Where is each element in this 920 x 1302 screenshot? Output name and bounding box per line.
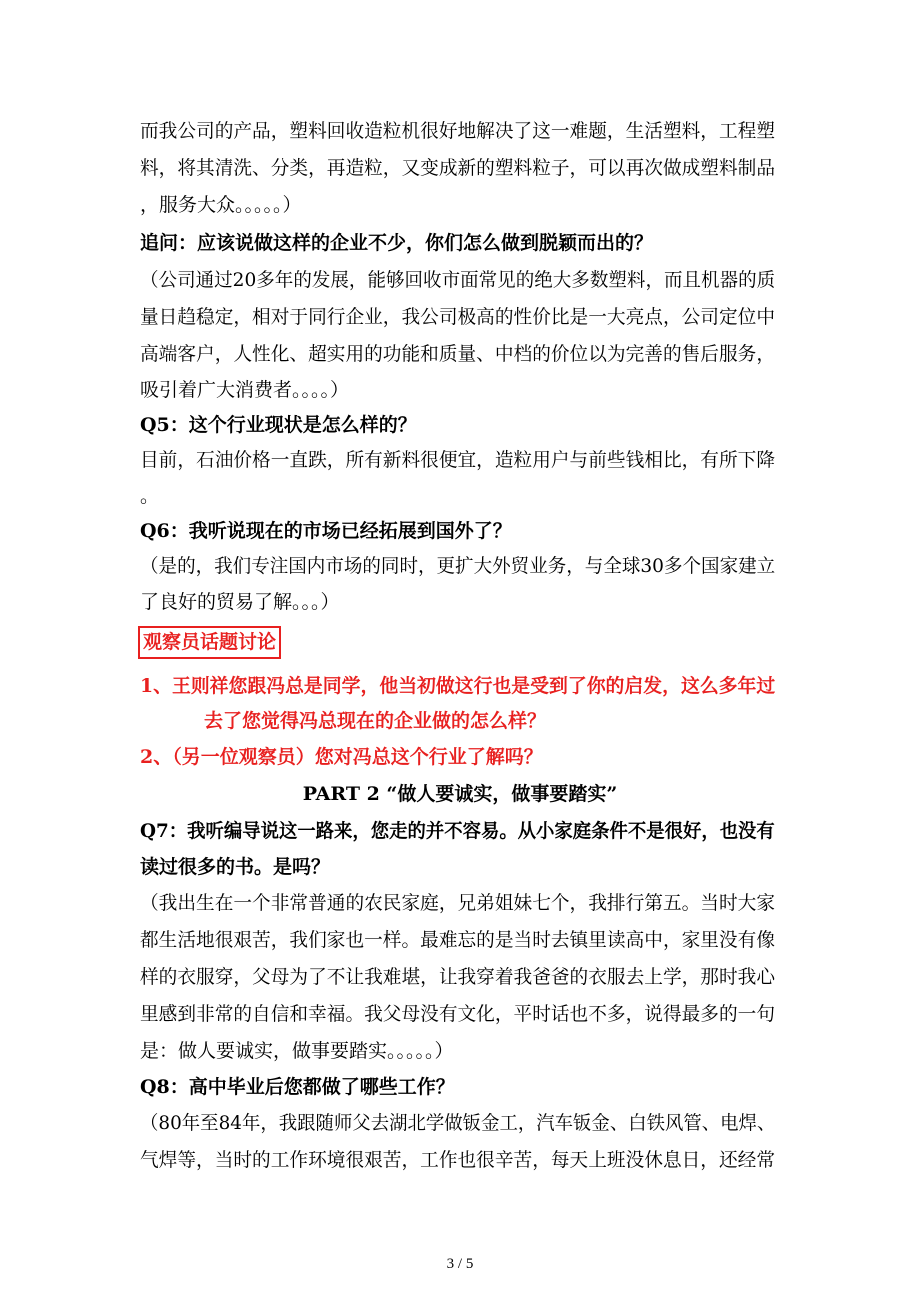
question-q7-cont: 读过很多的书。是吗？ xyxy=(140,856,331,878)
question-q8: Q8：高中毕业后您都做了哪些工作？ xyxy=(140,1076,455,1098)
paragraph-line: 高端客户，人性化、超实用的功能和质量、中档的价位以为完善的售后服务， xyxy=(140,343,776,365)
question-follow-up: 追问：应该说做这样的企业不少，你们怎么做到脱颖而出的？ xyxy=(140,232,654,254)
paragraph-line: 而我公司的产品，塑料回收造粒机很好地解决了这一难题，生活塑料，工程塑 xyxy=(140,120,776,142)
paragraph-line: ，服务大众。。。。。） xyxy=(140,194,302,216)
paragraph-line: 料，将其清洗、分类，再造粒，又变成新的塑料粒子，可以再次做成塑料制品 xyxy=(140,157,776,179)
paragraph-line: 都生活地很艰苦，我们家也一样。最难忘的是当时去镇里读高中，家里没有像 xyxy=(140,929,776,951)
observer-topic-heading: 观察员话题讨论 xyxy=(138,626,281,659)
observer-question-2: 2、（另一位观察员）您对冯总这个行业了解吗？ xyxy=(140,746,543,768)
part-2-heading: PART 2 “做人要诚实，做事要踏实” xyxy=(302,783,618,805)
question-q7: Q7：我听编导说这一路来，您走的并不容易。从小家庭条件不是很好，也没有 xyxy=(140,820,775,842)
paragraph-line: 量日趋稳定，相对于同行企业，我公司极高的性价比是一大亮点，公司定位中 xyxy=(140,306,776,328)
paragraph-line: 目前，石油价格一直跌，所有新料很便宜，造粒用户与前些钱相比，有所下降 xyxy=(140,449,776,471)
question-q6: Q6：我听说现在的市场已经拓展到国外了？ xyxy=(140,520,512,542)
paragraph-line: （是的，我们专注国内市场的同时，更扩大外贸业务，与全球30多个国家建立 xyxy=(140,555,776,577)
paragraph-line: 吸引着广大消费者。。。。） xyxy=(140,379,350,401)
observer-question-1-cont: 去了您觉得冯总现在的企业做的怎么样？ xyxy=(204,710,547,732)
page-number: 3 / 5 xyxy=(446,1256,474,1272)
paragraph-line: 气焊等，当时的工作环境很艰苦，工作也很辛苦，每天上班没休息日，还经常 xyxy=(140,1149,776,1171)
paragraph-line: 是：做人要诚实，做事要踏实。。。。。） xyxy=(140,1040,454,1062)
question-q5: Q5：这个行业现状是怎么样的？ xyxy=(140,414,417,436)
paragraph-line: 样的衣服穿，父母为了不让我难堪，让我穿着我爸爸的衣服去上学，那时我心 xyxy=(140,966,776,988)
paragraph-line: （80年至84年，我跟随师父去湖北学做钣金工，汽车钣金、白铁风管、电焊、 xyxy=(140,1112,776,1134)
paragraph-line: （我出生在一个非常普通的农民家庭，兄弟姐妹七个，我排行第五。当时大家 xyxy=(140,892,776,914)
paragraph-line: 。 xyxy=(140,485,160,507)
paragraph-line: 了良好的贸易了解。。。） xyxy=(140,591,340,613)
observer-question-1: 1、王则祥您跟冯总是同学，他当初做这行也是受到了你的启发，这么多年过 xyxy=(140,675,776,697)
paragraph-line: （公司通过20多年的发展，能够回收市面常见的绝大多数塑料，而且机器的质 xyxy=(140,269,776,291)
paragraph-line: 里感到非常的自信和幸福。我父母没有文化，平时话也不多，说得最多的一句 xyxy=(140,1003,776,1025)
